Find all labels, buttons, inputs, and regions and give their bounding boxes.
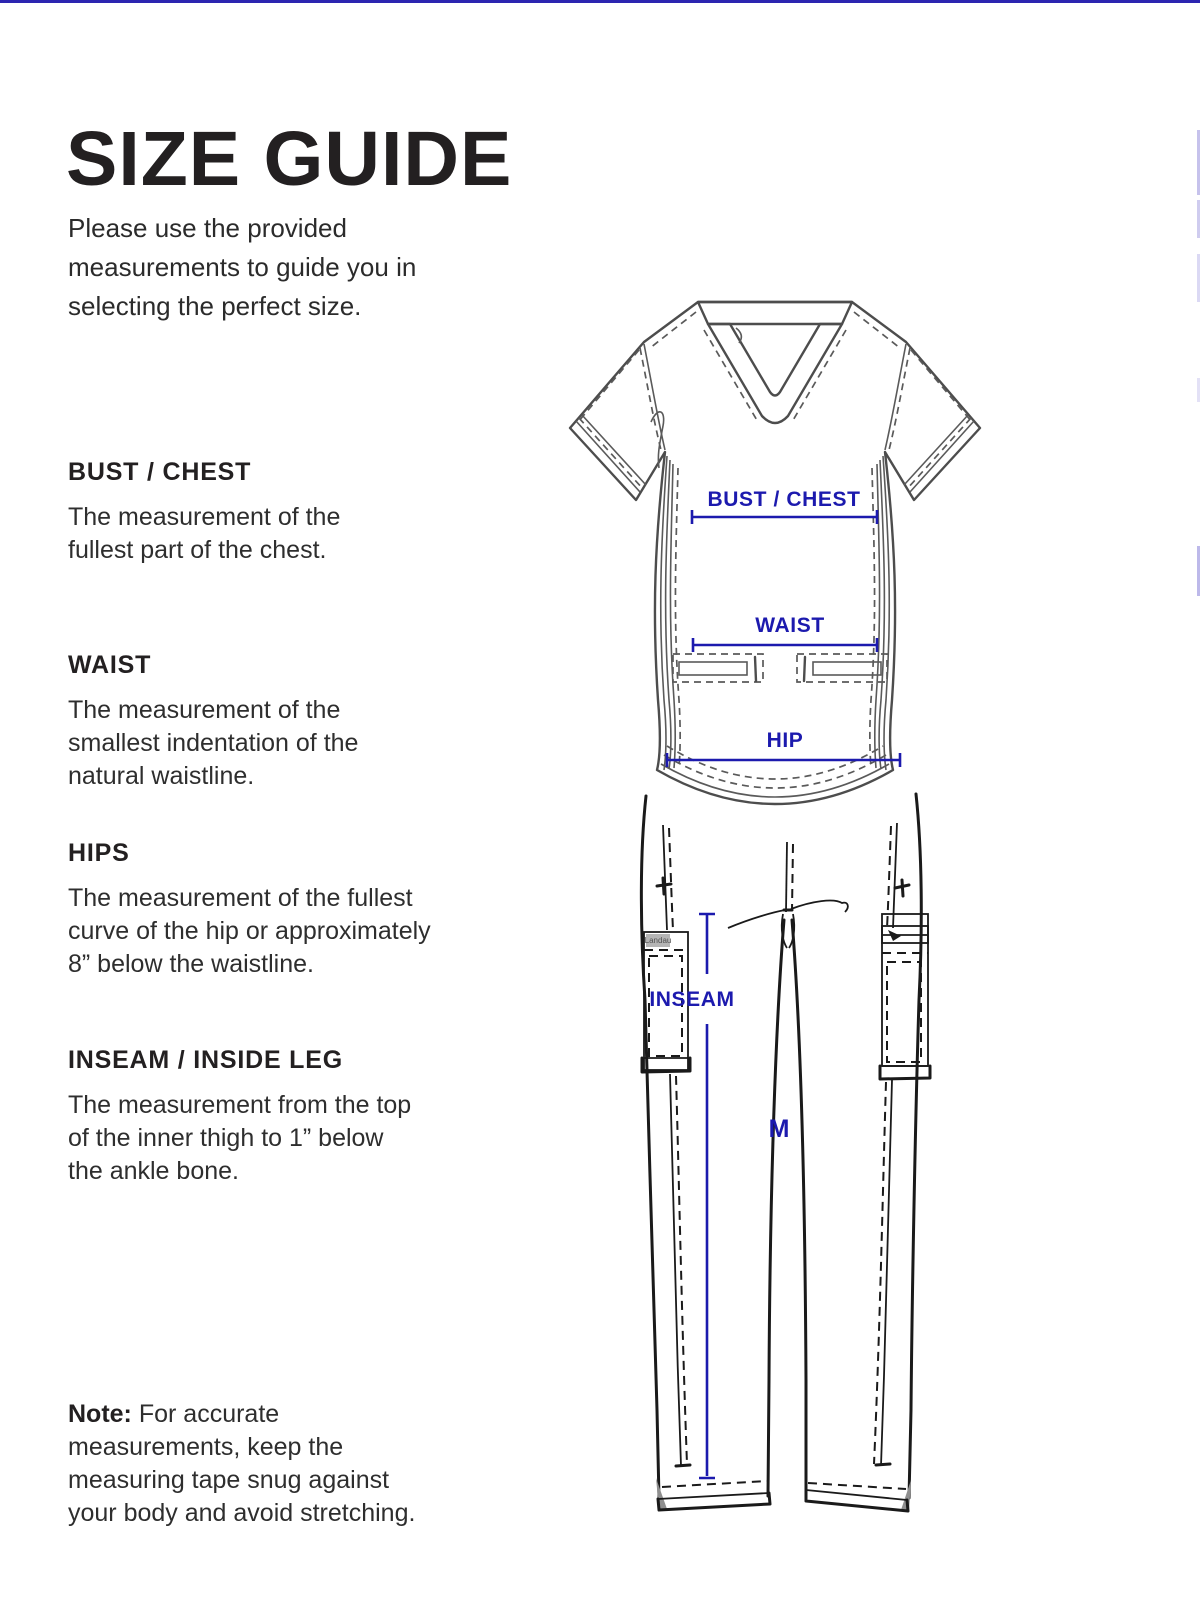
inseam-label: INSEAM	[649, 988, 735, 1011]
note-label: Note:	[68, 1400, 132, 1428]
section-description: The measurement from the top of the inner thigh to 1” below the ankle bone.	[68, 1091, 412, 1185]
intro-line: selecting the perfect size.	[68, 291, 362, 321]
section-heading: INSEAM / INSIDE LEG	[68, 1046, 343, 1074]
section-hips	[68, 839, 538, 981]
section-description: The measurement of the fullest curve of the hip or approximately 8” below the waistline.	[68, 884, 431, 978]
intro-line: measurements to guide you in	[68, 252, 417, 282]
hip-label: HIP	[766, 729, 804, 752]
bust-chest-label: BUST / CHEST	[707, 488, 861, 511]
hip-measure-line	[667, 753, 900, 767]
section-bust-chest	[68, 458, 538, 567]
intro-text	[68, 209, 416, 326]
section-description: The measurement of the fullest part of the chest.	[68, 503, 341, 564]
section-heading: HIPS	[68, 839, 130, 867]
right-welt-pocket	[797, 654, 887, 682]
note-text: Note: For accurate measurements, keep the measuring tape snug against your body and avoid stretching.	[68, 1400, 416, 1527]
section-waist	[68, 651, 538, 793]
section-heading: BUST / CHEST	[68, 458, 252, 486]
top-border	[0, 0, 1200, 3]
waist-measure-line	[693, 638, 877, 652]
size-diagram	[540, 280, 1200, 1600]
v-neck-collar	[698, 302, 852, 423]
section-heading: WAIST	[68, 651, 152, 679]
intro-line: Please use the provided	[68, 213, 347, 243]
page-title: SIZE GUIDE	[66, 115, 513, 202]
scrub-pants-drawing	[641, 794, 930, 1512]
section-description: The measurement of the smallest indentation of the natural waistline.	[68, 696, 359, 790]
brand-tag: Landau	[644, 936, 672, 945]
left-welt-pocket	[673, 654, 763, 682]
bust-chest-measure-line	[692, 510, 877, 524]
size-letter: M	[768, 1115, 790, 1143]
waist-label: WAIST	[755, 614, 825, 637]
section-inseam	[68, 1046, 538, 1188]
